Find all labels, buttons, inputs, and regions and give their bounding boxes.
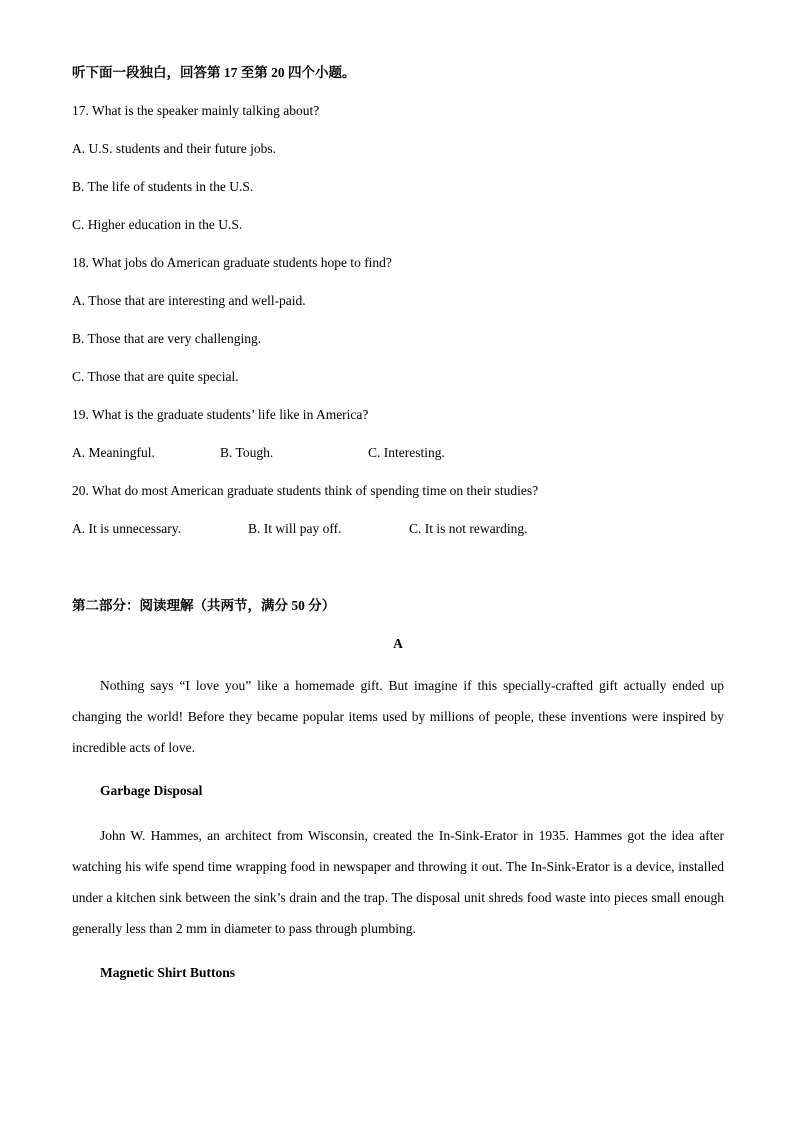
q20-option-b: B. It will pay off. bbox=[248, 521, 342, 536]
q19-option-a: A. Meaningful. bbox=[72, 445, 155, 460]
q17-option-b: B. The life of students in the U.S. bbox=[72, 179, 254, 194]
listening-intro: 听下面一段独白，回答第 17 至第 20 四个小题。 bbox=[72, 65, 356, 80]
question-18: 18. What jobs do American graduate students hope to find? bbox=[72, 255, 392, 270]
q18-option-a: A. Those that are interesting and well-paid. bbox=[72, 293, 306, 308]
q18-option-b: B. Those that are very challenging. bbox=[72, 331, 262, 346]
q19-options bbox=[72, 444, 724, 462]
question-19: 19. What is the graduate students’ life like in America? bbox=[72, 407, 369, 422]
q17-option-a: A. U.S. students and their future jobs. bbox=[72, 141, 276, 156]
garbage-disposal-paragraph: John W. Hammes, an architect from Wisconsin, created the In-Sink-Erator in 1935. Hammes got the idea after watching his wife spend time wrapping food in newspaper and throwing it out. The In-Sink-Erator is a device, installed under a kitchen sink between the sink’s drain and the trap. The disposal unit shreds food waste into pieces small enough generally less than 2 mm in diameter to pass through plumbing. bbox=[72, 828, 724, 936]
passage-label: A bbox=[393, 636, 403, 651]
intro-paragraph: Nothing says “I love you” like a homemade gift. But imagine if this specially-crafted gift actually ended up changing the world! Before they became popular items used by millions of people, these inventions were inspired by incredible acts of love. bbox=[72, 678, 724, 755]
q19-option-c: C. Interesting. bbox=[368, 445, 445, 460]
q17-option-c: C. Higher education in the U.S. bbox=[72, 217, 243, 232]
question-17: 17. What is the speaker mainly talking about? bbox=[72, 103, 320, 118]
reading-section-title: 第二部分：阅读理解（共两节，满分 50 分） bbox=[72, 598, 336, 613]
garbage-disposal-heading: Garbage Disposal bbox=[100, 783, 203, 798]
q20-option-a: A. It is unnecessary. bbox=[72, 521, 181, 536]
q20-options bbox=[72, 520, 724, 538]
q20-option-c: C. It is not rewarding. bbox=[409, 521, 528, 536]
q18-option-c: C. Those that are quite special. bbox=[72, 369, 239, 384]
magnetic-buttons-heading: Magnetic Shirt Buttons bbox=[100, 965, 235, 980]
question-20: 20. What do most American graduate students think of spending time on their studies? bbox=[72, 483, 539, 498]
q19-option-b: B. Tough. bbox=[220, 445, 274, 460]
